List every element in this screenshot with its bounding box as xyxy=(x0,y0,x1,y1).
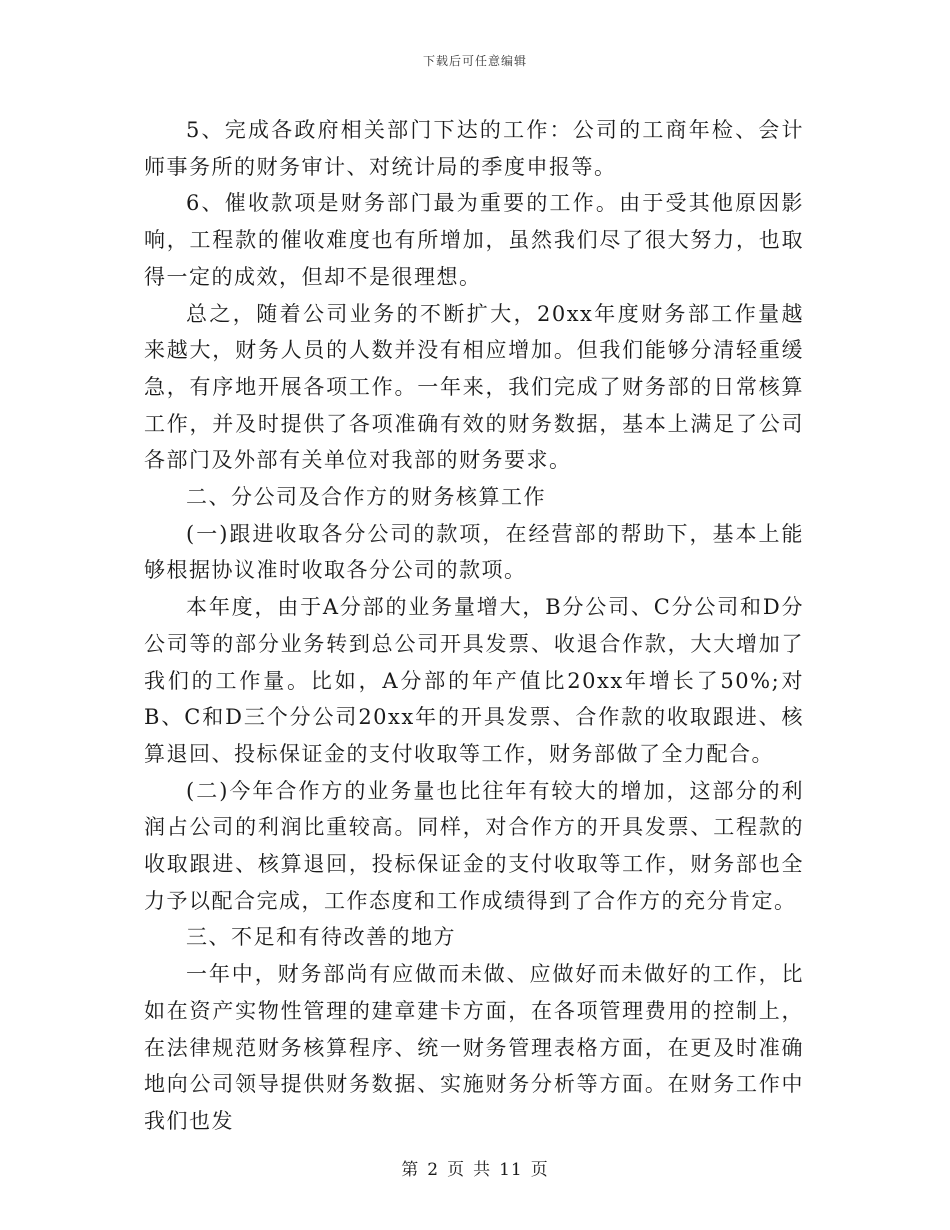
paragraph-this-year: 本年度，由于A分部的业务量增大，B分公司、C分公司和D分公司等的部分业务转到总公司开具发票、收退合作款，大大增加了我们的工作量。比如，A分部的年产值比20xx年增长了50%;对B、C和D三个分公司20xx年的开具发票、合作款的收取跟进、核算退回、投标保证金的支付收取等工作，财务部做了全力配合。 xyxy=(144,595,804,766)
paragraph-sub-1: (一)跟进收取各分公司的款项，在经营部的帮助下，基本上能够根据协议准时收取各分公司的款项。 xyxy=(144,521,804,583)
page-footer xyxy=(0,1155,950,1180)
paragraph-item-5: 5、完成各政府相关部门下达的工作：公司的工商年检、会计师事务所的财务审计、对统计局的季度申报等。 xyxy=(144,118,804,179)
footer-total-pages: 11 xyxy=(499,1160,523,1180)
footer-total-word: 共 xyxy=(473,1160,492,1180)
footer-page-word: 页 xyxy=(447,1160,466,1180)
paragraph-summary: 总之，随着公司业务的不断扩大，20xx年度财务部工作量越来越大，财务人员的人数并没有相应增加。但我们能够分清轻重缓急，有序地开展各项工作。一年来，我们完成了财务部的日常核算工作，并及时提供了各项准确有效的财务数据，基本上满足了公司各部门及外部有关单位对我部的财务要求。 xyxy=(144,301,804,473)
document-body xyxy=(144,112,804,1140)
section-heading-3: 三、不足和有待改善的地方 xyxy=(186,925,456,950)
footer-prefix: 第 xyxy=(401,1160,420,1180)
paragraph-sub-2: (二)今年合作方的业务量也比往年有较大的增加，这部分的利润占公司的利润比重较高。同样，对合作方的开具发票、工程款的收取跟进、核算退回，投标保证金的支付收取等工作，财务部也全力予以配合完成，工作态度和工作成绩得到了合作方的充分肯定。 xyxy=(144,778,804,913)
footer-suffix: 页 xyxy=(530,1160,549,1180)
paragraph-shortcomings: 一年中，财务部尚有应做而未做、应做好而未做好的工作，比如在资产实物性管理的建章建卡方面，在各项管理费用的控制上，在法律规范财务核算程序、统一财务管理表格方面，在更及时准确地向公司领导提供财务数据、实施财务分析等方面。在财务工作中我们也发 xyxy=(144,962,804,1133)
page-header: 下载后可任意编辑 xyxy=(422,54,527,68)
footer-current-page: 2 xyxy=(427,1160,440,1180)
section-heading-2: 二、分公司及合作方的财务核算工作 xyxy=(186,485,546,510)
paragraph-item-6: 6、催收款项是财务部门最为重要的工作。由于受其他原因影响，工程款的催收难度也有所增加，虽然我们尽了很大努力，也取得一定的成效，但却不是很理想。 xyxy=(144,191,804,289)
